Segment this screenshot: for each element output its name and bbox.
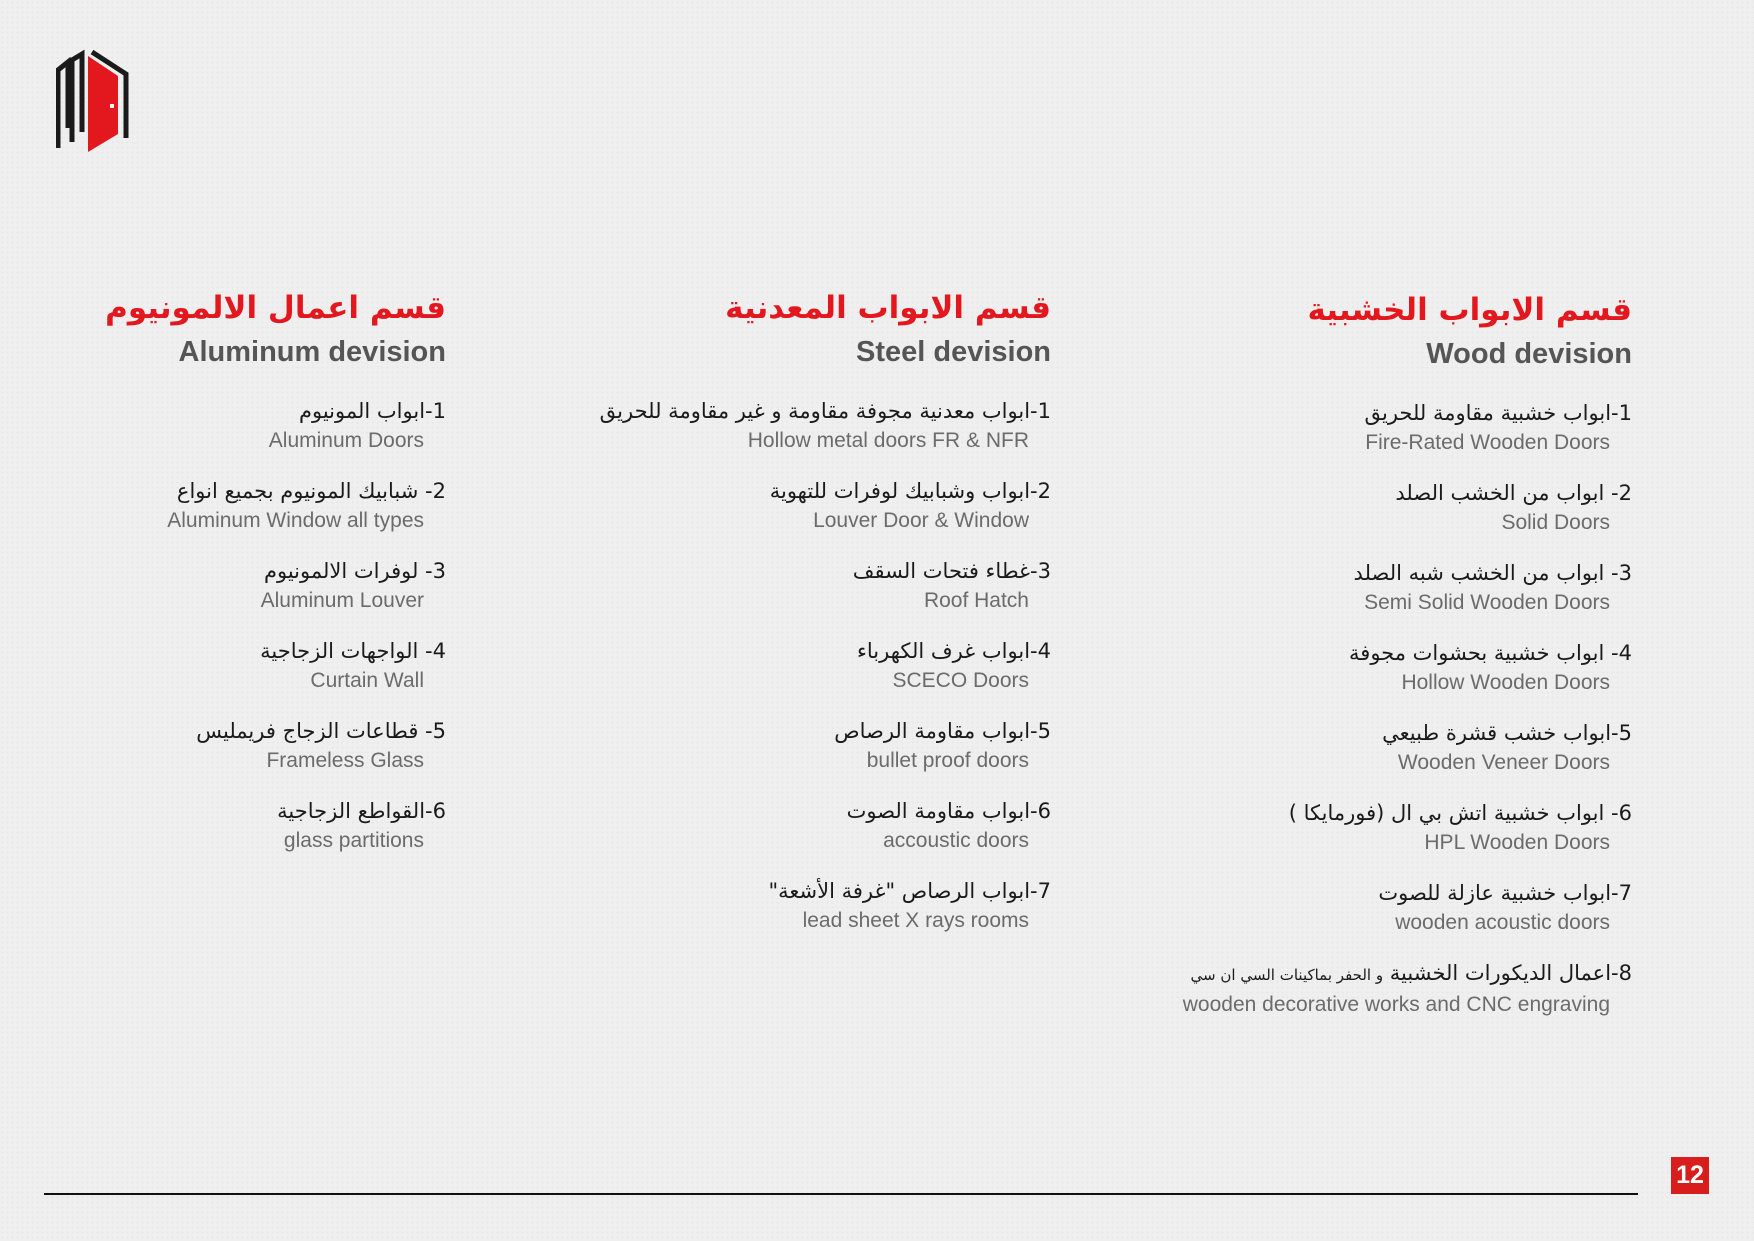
item-ar: 3- لوفرات الالمونيوم (263, 559, 446, 583)
item-en: Semi Solid Wooden Doors (1364, 591, 1610, 614)
item-en: Solid Doors (1501, 511, 1610, 534)
list-item (531, 876, 1051, 936)
list-item (1112, 638, 1632, 698)
item-en: bullet proof doors (866, 749, 1029, 772)
list-item (1112, 558, 1632, 618)
item-en: HPL Wooden Doors (1424, 831, 1610, 854)
item-en: Frameless Glass (266, 749, 424, 772)
item-ar: 3- ابواب من الخشب شبه الصلد (1353, 561, 1632, 585)
list-item (46, 556, 446, 616)
aluminum-items (46, 396, 446, 856)
item-ar: 7-ابواب الرصاص "غرفة الأشعة" (768, 879, 1051, 903)
item-ar: 1-ابواب خشبية مقاومة للحريق (1364, 401, 1632, 425)
item-ar: 5- قطاعات الزجاج فريمليس (196, 719, 446, 743)
item-en: Curtain Wall (310, 669, 424, 692)
list-item (531, 476, 1051, 536)
page-number: 12 (1671, 1157, 1709, 1194)
list-item (46, 796, 446, 856)
item-en: Hollow Wooden Doors (1401, 671, 1610, 694)
item-en: accoustic doors (883, 829, 1029, 852)
item-en: Aluminum Window all types (167, 509, 424, 532)
list-item (46, 636, 446, 696)
item-ar: 3-غطاء فتحات السقف (852, 559, 1051, 583)
aluminum-title-en: Aluminum devision (178, 336, 446, 368)
item-en: Fire-Rated Wooden Doors (1365, 431, 1610, 454)
item-en: Aluminum Doors (268, 429, 424, 452)
list-item (1112, 398, 1632, 458)
door-logo-icon (56, 48, 140, 154)
item-ar: 7-ابواب خشبية عازلة للصوت (1378, 881, 1632, 905)
list-item (1112, 478, 1632, 538)
footer-divider (44, 1193, 1638, 1195)
item-ar: 1-ابواب المونيوم (298, 399, 446, 423)
item-ar: 4- ابواب خشبية بحشوات مجوفة (1349, 641, 1632, 665)
steel-title-en: Steel devision (855, 336, 1051, 368)
item-ar-main: 8-اعمال الديكورات الخشبية (1389, 961, 1632, 985)
item-ar: 6-القواطع الزجاجية (277, 799, 446, 823)
list-item (1112, 958, 1632, 1020)
item-ar: 6-ابواب مقاومة الصوت (846, 799, 1051, 823)
item-en: Aluminum Louver (260, 589, 424, 612)
item-ar: 1-ابواب معدنية مجوفة مقاومة و غير مقاومة للحريق (599, 399, 1051, 423)
list-item (46, 476, 446, 536)
list-item (1112, 718, 1632, 778)
item-ar-small: و الحفر بماكينات السي ان سي (1190, 966, 1384, 984)
item-en: wooden decorative works and CNC engraving (1182, 993, 1610, 1016)
wood-title-ar: قسم الابواب الخشبية (1307, 292, 1632, 328)
wood-title-en: Wood devision (1426, 338, 1632, 370)
list-item (531, 796, 1051, 856)
wood-items (1112, 398, 1632, 1020)
item-en: Wooden Veneer Doors (1397, 751, 1610, 774)
aluminum-division (46, 288, 446, 876)
item-ar: 4- الواجهات الزجاجية (260, 639, 446, 663)
aluminum-title-ar: قسم اعمال الالمونيوم (105, 290, 446, 326)
item-ar: 4-ابواب غرف الكهرباء (857, 639, 1051, 663)
list-item (531, 716, 1051, 776)
steel-division (531, 288, 1051, 956)
item-en: Louver Door & Window (813, 509, 1029, 532)
list-item (46, 396, 446, 456)
item-ar: 6- ابواب خشبية اتش بي ال (فورمايكا ) (1288, 801, 1632, 825)
steel-title-ar: قسم الابواب المعدنية (725, 290, 1051, 326)
item-en: lead sheet X rays rooms (802, 909, 1029, 932)
item-ar (1112, 958, 1632, 990)
list-item (46, 716, 446, 776)
item-ar: 5-ابواب خشب قشرة طبيعي (1382, 721, 1632, 745)
item-ar: 5-ابواب مقاومة الرصاص (834, 719, 1051, 743)
wood-division (1112, 290, 1632, 1040)
item-en: glass partitions (283, 829, 424, 852)
list-item (531, 636, 1051, 696)
list-item (1112, 878, 1632, 938)
item-ar: 2-ابواب وشبابيك لوفرات للتهوية (769, 479, 1051, 503)
item-en: Roof Hatch (923, 589, 1029, 612)
item-ar: 2- شبابيك المونيوم بجميع انواع (176, 479, 446, 503)
steel-items (531, 396, 1051, 936)
item-en: wooden acoustic doors (1395, 911, 1610, 934)
list-item (1112, 798, 1632, 858)
item-en: SCECO Doors (892, 669, 1029, 692)
item-en: Hollow metal doors FR & NFR (747, 429, 1029, 452)
item-ar: 2- ابواب من الخشب الصلد (1395, 481, 1632, 505)
list-item (531, 396, 1051, 456)
list-item (531, 556, 1051, 616)
